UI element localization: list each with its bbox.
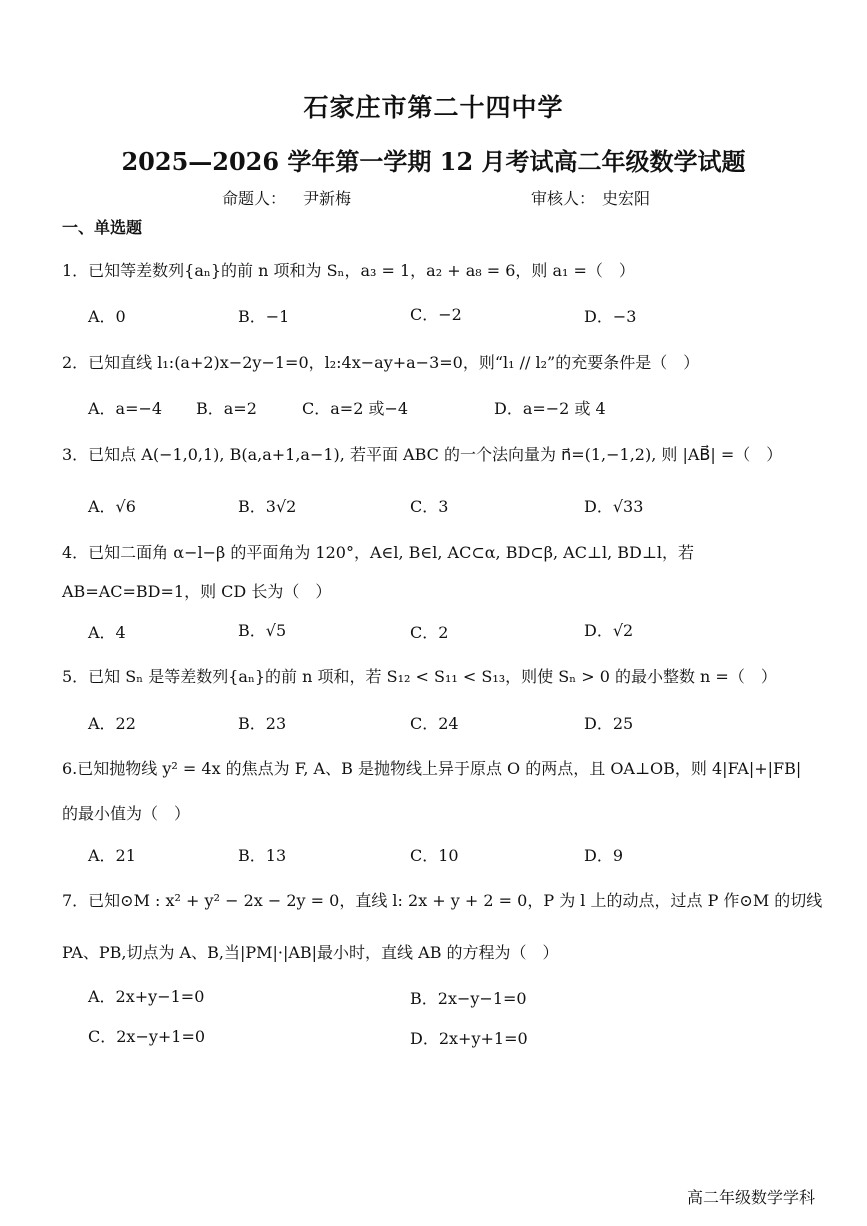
question-2-option-a: A．a=−4	[88, 399, 163, 418]
question-5-option-a: A．22	[88, 714, 136, 733]
question-2-option-d: D．a=−2 或 4	[494, 399, 606, 418]
question-1-option-d: D．−3	[584, 307, 637, 326]
exam-title: 2025—2026 学年第一学期 12 月考试高二年级数学试题	[121, 147, 746, 176]
question-3-option-a: A．√6	[88, 497, 136, 516]
question-7-option-d: D．2x+y+1=0	[410, 1029, 528, 1048]
question-2-option-c: C．a=2 或−4	[302, 399, 409, 418]
question-5-option-b: B．23	[238, 714, 287, 733]
question-7-option-c: C．2x−y+1=0	[88, 1027, 206, 1046]
question-5-option-c: C．24	[410, 714, 459, 733]
question-3-option-c: C．3	[410, 497, 449, 516]
question-6-option-c: C．10	[410, 846, 459, 865]
question-7-stem-continued: PA、PB,切点为 A、B,当|PM|·|AB|最小时，直线 AB 的方程为（ ）	[62, 943, 559, 962]
question-6-stem: 6.已知抛物线 y² = 4x 的焦点为 F, A、B 是抛物线上异于原点 O 的两点，且 OA⊥OB，则 4|FA|+|FB|	[62, 759, 802, 778]
question-4-option-c: C．2	[410, 623, 449, 642]
question-4-stem: 4．已知二面角 α−l−β 的平面角为 120°，A∈l, B∈l, AC⊂α, BD⊂β, AC⊥l, BD⊥l，若	[62, 543, 695, 562]
question-1-option-a: A．0	[88, 307, 126, 326]
question-2-option-b: B．a=2	[196, 399, 257, 418]
question-1-option-c: C．−2	[410, 305, 462, 324]
question-6-option-a: A．21	[88, 846, 136, 865]
question-1-option-b: B．−1	[238, 307, 290, 326]
reviewer-label: 审核人：	[531, 189, 596, 208]
school-title: 石家庄市第二十四中学	[303, 93, 564, 122]
question-7-stem: 7．已知⊙M : x² + y² − 2x − 2y = 0，直线 l: 2x + y + 2 = 0，P 为 l 上的动点，过点 P 作⊙M 的切线	[62, 891, 823, 910]
section-title: 一、单选题	[62, 218, 143, 237]
question-6-stem-continued: 的最小值为（ ）	[62, 804, 191, 823]
question-7-option-b: B．2x−y−1=0	[410, 989, 527, 1008]
question-6-option-d: D．9	[584, 846, 624, 865]
question-4-option-d: D．√2	[584, 621, 634, 640]
question-4-option-a: A．4	[88, 623, 126, 642]
page-footer: 高二年级数学学科	[686, 1188, 815, 1207]
author-label: 命题人：	[222, 189, 287, 208]
question-3-stem: 3．已知点 A(−1,0,1), B(a,a+1,a−1), 若平面 ABC 的一个法向量为 n⃗=(1,−1,2), 则 |AB⃗| =（ ）	[62, 445, 783, 464]
question-1-stem: 1．已知等差数列{aₙ}的前 n 项和为 Sₙ，a₃ = 1，a₂ + a₈ = 6，则 a₁ =（ ）	[62, 261, 635, 280]
question-4-option-b: B．√5	[238, 621, 287, 640]
question-2-stem: 2．已知直线 l₁:(a+2)x−2y−1=0，l₂:4x−ay+a−3=0，则“l₁ // l₂”的充要条件是（ ）	[62, 353, 700, 372]
question-6-option-b: B．13	[238, 846, 287, 865]
question-3-option-d: D．√33	[584, 497, 644, 516]
question-4-stem-continued: AB=AC=BD=1，则 CD 长为（ ）	[62, 582, 332, 601]
reviewer-name: 史宏阳	[602, 189, 651, 208]
question-7-option-a: A．2x+y−1=0	[88, 987, 205, 1006]
question-5-option-d: D．25	[584, 714, 634, 733]
question-3-option-b: B．3√2	[238, 497, 297, 516]
question-5-stem: 5．已知 Sₙ 是等差数列{aₙ}的前 n 项和，若 S₁₂ < S₁₁ < S₁₃，则使 Sₙ > 0 的最小整数 n =（ ）	[62, 667, 777, 686]
author-name: 尹新梅	[303, 189, 352, 208]
